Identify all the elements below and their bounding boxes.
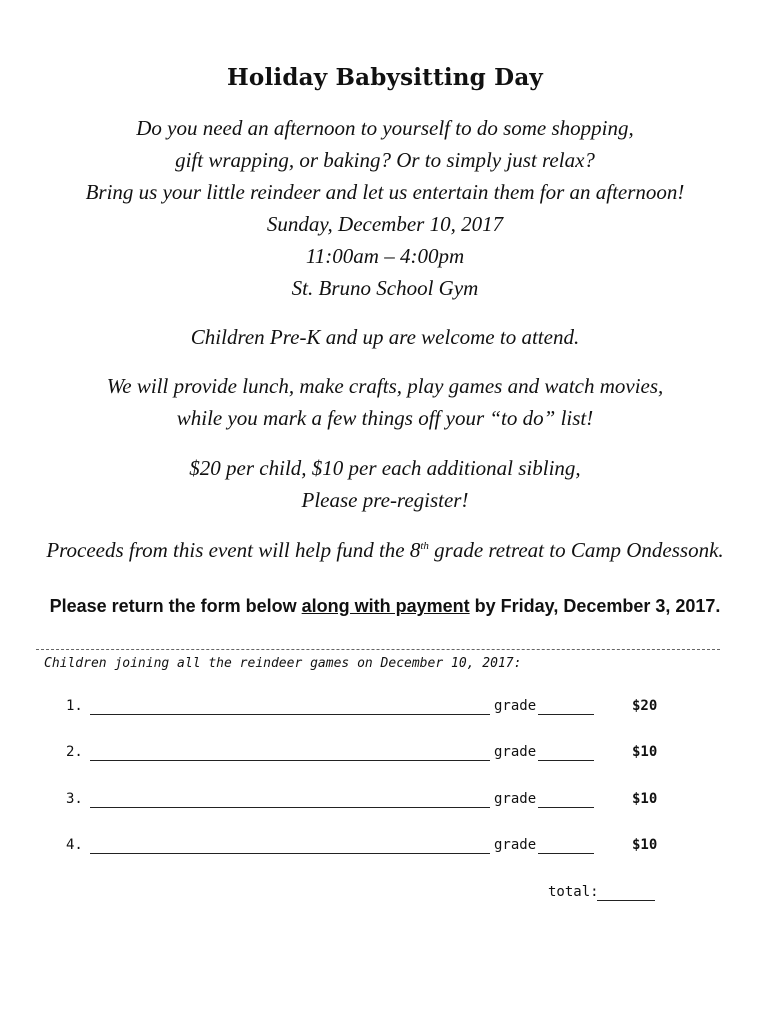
intro-line: Bring us your little reindeer and let us entertain them for an afternoon! (85, 180, 685, 204)
child-entry-row (0, 744, 770, 768)
child-name-field[interactable] (90, 760, 490, 761)
preregister-line: Please pre-register! (301, 488, 469, 512)
event-date: Sunday, December 10, 2017 (266, 212, 504, 236)
intro-line: gift wrapping, or baking? Or to simply just relax? (175, 148, 595, 172)
child-name-field[interactable] (90, 807, 490, 808)
eligibility-text: Children Pre-K and up are welcome to attend. (190, 325, 580, 349)
activities-block (0, 370, 770, 434)
grade-field[interactable] (538, 853, 594, 854)
row-price: $10 (632, 837, 658, 853)
intro-block (0, 112, 770, 304)
child-entry-row (0, 698, 770, 722)
total-field[interactable] (597, 900, 655, 901)
grade-field[interactable] (538, 714, 594, 715)
activities-line: while you mark a few things off your “to do” list! (176, 406, 594, 430)
grade-field[interactable] (538, 807, 594, 808)
form-heading: Children joining all the reindeer games on December 10, 2017: (44, 656, 522, 671)
notice-underlined: along with payment (301, 596, 470, 616)
row-number: 1. (66, 698, 83, 714)
row-number: 2. (66, 744, 83, 760)
grade-label: grade (494, 791, 537, 807)
notice-after: by Friday, December 3, 2017. (469, 596, 721, 616)
proceeds-before: Proceeds from this event will help fund the 8 (46, 538, 421, 562)
intro-line: Do you need an afternoon to yourself to do some shopping, (136, 116, 634, 140)
return-notice (40, 594, 730, 618)
grade-label: grade (494, 698, 537, 714)
total-label: total: (548, 884, 599, 900)
child-name-field[interactable] (90, 853, 490, 854)
grade-field[interactable] (538, 760, 594, 761)
event-time: 11:00am – 4:00pm (305, 244, 465, 268)
notice-before: Please return the form below (49, 596, 302, 616)
proceeds-after: grade retreat to Camp Ondessonk. (428, 538, 724, 562)
row-price: $10 (632, 744, 658, 760)
proceeds-text (0, 534, 770, 566)
proceeds-sup: th (420, 540, 429, 552)
pricing-line: $20 per child, $10 per each additional sibling, (189, 456, 581, 480)
event-location: St. Bruno School Gym (291, 276, 479, 300)
activities-line: We will provide lunch, make crafts, play games and watch movies, (106, 374, 664, 398)
grade-label: grade (494, 837, 537, 853)
row-price: $20 (632, 698, 658, 714)
row-number: 4. (66, 837, 83, 853)
child-name-field[interactable] (90, 714, 490, 715)
row-number: 3. (66, 791, 83, 807)
pricing-block (0, 452, 770, 516)
child-entry-row (0, 837, 770, 861)
cut-line-divider (36, 649, 720, 650)
flyer-title: Holiday Babysitting Day (227, 64, 543, 91)
row-price: $10 (632, 791, 658, 807)
child-entry-row (0, 791, 770, 815)
grade-label: grade (494, 744, 537, 760)
